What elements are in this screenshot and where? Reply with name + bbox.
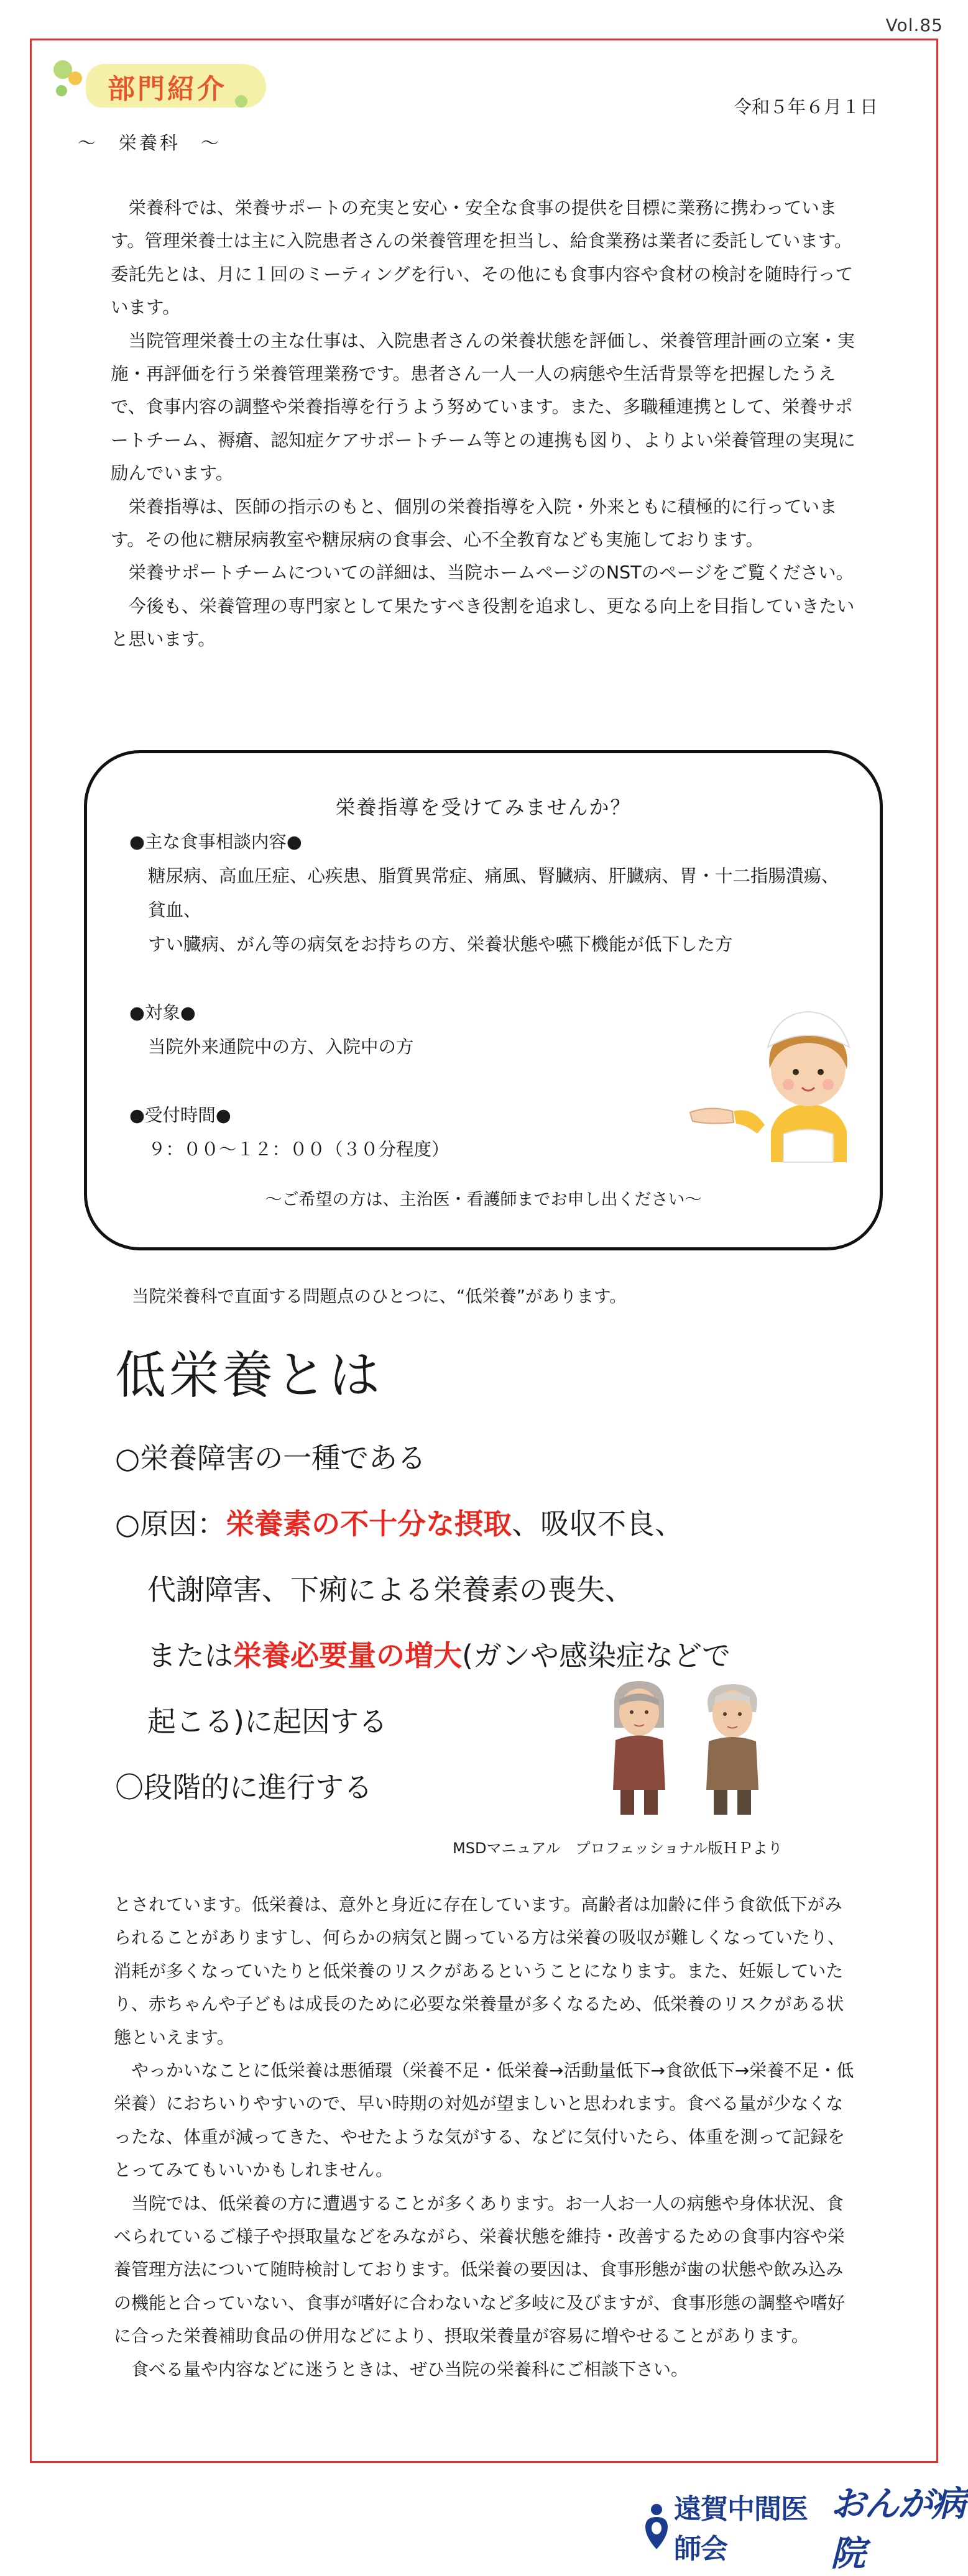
definition-text: 、吸収不良、: [512, 1507, 684, 1541]
target-text: 当院外来通院中の方、入院中の方: [148, 1037, 414, 1057]
association-name: 遠賀中間医師会: [674, 2493, 808, 2565]
hospital-logo: [640, 2477, 968, 2576]
hours-text: ９：００～１２：００（３０分程度）: [148, 1139, 449, 1160]
hospital-logo-mark-icon: [640, 2502, 670, 2551]
outro-text: [114, 1888, 859, 2386]
outro-paragraph: とされています。低栄養は、意外と身近に存在しています。高齢者は加齢に伴う食欲低下がみられることがありますし、何らかの病気と闘っている方は栄養の吸収が難しくなっていたり、消耗が多くなっていたりと低栄養のリスクがあるということになります。また、妊娠していたり、赤ちゃんや子どもは成長のために必要な栄養量が多くなるため、低栄養のリスクがある状態といえます。: [114, 1894, 846, 2048]
issue-date: 令和５年６月１日: [734, 96, 878, 117]
target-heading: ●対象●: [129, 1002, 196, 1023]
intro-text: [111, 191, 857, 656]
flower-decoration-icon: [56, 85, 67, 96]
definition-text: または: [147, 1639, 233, 1672]
definition-text: (ガンや感染症などで: [462, 1639, 731, 1672]
nurse-illustration-icon: [684, 1001, 877, 1162]
volume-number: Vol.85: [885, 15, 943, 35]
definition-point: ○栄養障害の一種である: [115, 1441, 426, 1475]
elderly-people-illustration-icon: [596, 1678, 776, 1818]
definition-point: [115, 1491, 830, 1557]
definition-point: 代謝障害、下痢による栄養素の喪失、: [147, 1573, 634, 1607]
outro-paragraph: やっかいなことに低栄養は悪循環（栄養不足・低栄養→活動量低下→食欲低下→栄養不足・低栄養）におちいりやすいので、早い時期の対処が望ましいと思われます。食べる量が少なくなったな、体重が減ってきた、やせたような気がする、などに気付いたら、体重を測って記録をとってみてもいいかもしれません。: [114, 2060, 854, 2181]
hours-heading: ●受付時間●: [129, 1105, 231, 1125]
definition-text: ○原因：: [115, 1507, 226, 1541]
department-title: 部門紹介: [108, 73, 227, 105]
consult-list: 糖尿病、高血圧症、心疾患、脂質異常症、痛風、腎臓病、肝臓病、胃・十二指腸潰瘍、貧血、: [148, 866, 839, 920]
box-footer-note: ～ご希望の方は、主治医・看護師までお申し出ください～: [265, 1190, 702, 1209]
box-title: 栄養指導を受けてみませんか？: [335, 795, 632, 819]
section-name: ～ 栄養科 ～: [78, 132, 222, 154]
source-citation: MSDマニュアル プロフェッショナル版ＨＰより: [453, 1840, 783, 1857]
outro-paragraph: 食べる量や内容などに迷うときは、ぜひ当院の栄養科にご相談下さい。: [131, 2358, 689, 2380]
malnutrition-lead-text: 当院栄養科で直面する問題点のひとつに、“低栄養”があります。: [132, 1286, 627, 1306]
flower-decoration-icon: [235, 95, 247, 108]
emphasis-text: 栄養素の不十分な摂取: [226, 1507, 512, 1541]
definition-point: 〇段階的に進行する: [115, 1771, 372, 1804]
consult-list: すい臓病、がん等の病気をお持ちの方、栄養状態や嚥下機能が低下した方: [148, 934, 733, 955]
hospital-name: おんが病院: [831, 2484, 966, 2574]
department-banner: [48, 53, 272, 115]
intro-paragraph: 当院管理栄養士の主な仕事は、入院患者さんの栄養状態を評価し、栄養管理計画の立案・実施・再評価を行う栄養管理業務です。患者さん一人一人の病態や生活背景等を把握したうえで、食事内容の調整や栄養指導を行うよう努めています。また、多職種連携として、栄養サポートチーム、褥瘡、認知症ケアサポートチーム等との連携も図り、よりよい栄養管理の実現に励んでいます。: [111, 330, 855, 484]
intro-paragraph: 栄養サポートチームについての詳細は、当院ホームページのNSTのページをご覧ください。: [128, 562, 854, 584]
malnutrition-heading: 低栄養とは: [115, 1346, 383, 1405]
consult-heading: ●主な食事相談内容●: [129, 832, 302, 852]
intro-paragraph: 栄養指導は、医師の指示のもと、個別の栄養指導を入院・外来ともに積極的に行っています。その他に糖尿病教室や糖尿病の食事会、心不全教育なども実施しております。: [111, 496, 837, 551]
intro-paragraph: 栄養科では、栄養サポートの充実と安心・安全な食事の提供を目標に業務に携わっています。管理栄養士は主に入院患者さんの栄養管理を担当し、給食業務は業者に委託しています。委託先とは、月に１回のミーティングを行い、その他にも食事内容や食材の検討を随時行っています。: [111, 198, 854, 318]
flower-decoration-icon: [68, 71, 82, 85]
outro-paragraph: 当院では、低栄養の方に遭遇することが多くあります。お一人お一人の病態や身体状況、食べられているご様子や摂取量などをみながら、栄養状態を維持・改善するための食事内容や栄養管理方法について随時検討しております。低栄養の要因は、食事形態が歯の状態や飲み込みの機能と合っていない、食事が嗜好に合わないなど多岐に及びますが、食事形態の調整や嗜好に合った栄養補助食品の併用などにより、摂取栄養量が容易に増やせることがあります。: [114, 2193, 846, 2347]
intro-paragraph: 今後も、栄養管理の専門家として果たすべき役割を追求し、更なる向上を目指していきたいと思います。: [111, 595, 855, 650]
definition-point: 起こる)に起因する: [147, 1705, 387, 1738]
emphasis-text: 栄養必要量の増大: [233, 1639, 462, 1672]
